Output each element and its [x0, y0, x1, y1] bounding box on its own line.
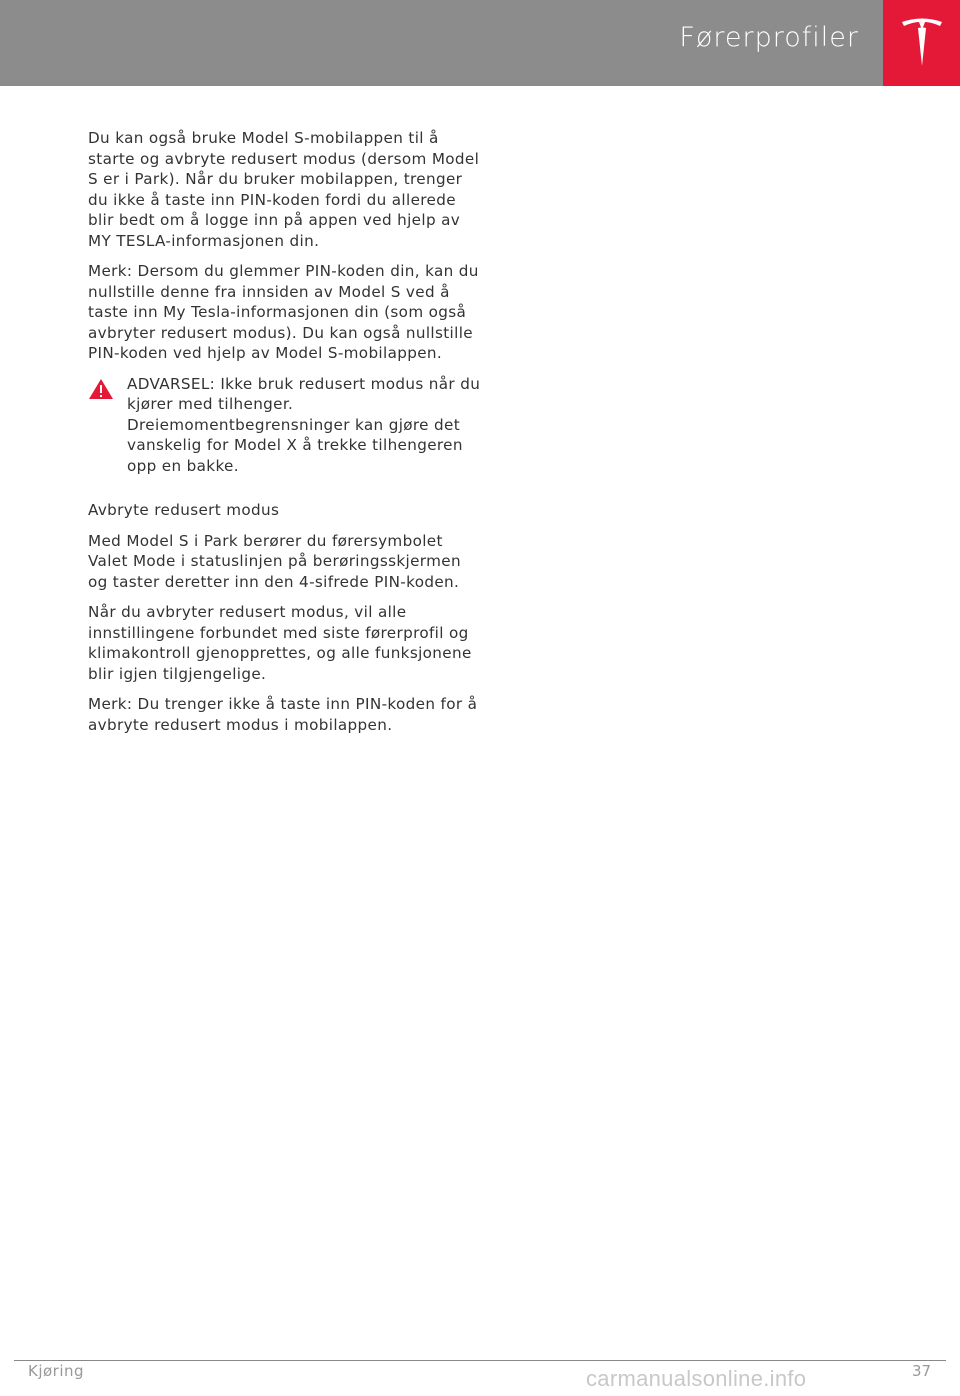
- warning-triangle-icon: [88, 378, 114, 400]
- paragraph: Når du avbryter redusert modus, vil alle innstillingene forbundet med siste førerprofil og klimakontroll gjenopprettes, og alle funksjonene blir igjen tilgjengelige.: [88, 603, 472, 683]
- footer-divider: [14, 1360, 946, 1361]
- warning-text: ADVARSEL: Ikke bruk redusert modus når du kjører med tilhenger. Dreiemomentbegrensninger kan gjøre det vanskelig for Model X å trekke tilhengeren opp en bakke.: [127, 374, 481, 475]
- page-number: 37: [912, 1362, 932, 1380]
- logo-box: [883, 0, 960, 86]
- main-content: [88, 128, 484, 745]
- section-heading: Avbryte redusert modus: [88, 501, 280, 519]
- warning-block: [88, 374, 484, 477]
- paragraph: Du kan også bruke Model S-mobilappen til å starte og avbryte redusert modus (dersom Model S er i Park). Når du bruker mobilappen, trenger du ikke å taste inn PIN-koden fordi du allerede blir bedt om å logge inn på appen ved hjelp av MY TESLA-informasjonen din.: [88, 129, 480, 250]
- tesla-logo-icon: [900, 16, 944, 68]
- note: Merk: Dersom du glemmer PIN-koden din, kan du nullstille denne fra innsiden av Model S ved å taste inn My Tesla-informasjonen din (som også avbryter redusert modus). Du kan også nullstille PIN-koden ved hjelp av Model S-mobilappen.: [88, 262, 479, 362]
- note: Merk: Du trenger ikke å taste inn PIN-koden for å avbryte redusert modus i mobilappen.: [88, 695, 478, 734]
- page-title: Førerprofiler: [679, 22, 859, 53]
- watermark: carmanualsonline.info: [586, 1366, 807, 1391]
- header-bar: [0, 0, 883, 86]
- paragraph: Med Model S i Park berører du førersymbolet Valet Mode i statuslinjen på berøringsskjermen og taster deretter inn den 4-sifrede PIN-koden.: [88, 531, 461, 591]
- footer-section: Kjøring: [28, 1362, 85, 1380]
